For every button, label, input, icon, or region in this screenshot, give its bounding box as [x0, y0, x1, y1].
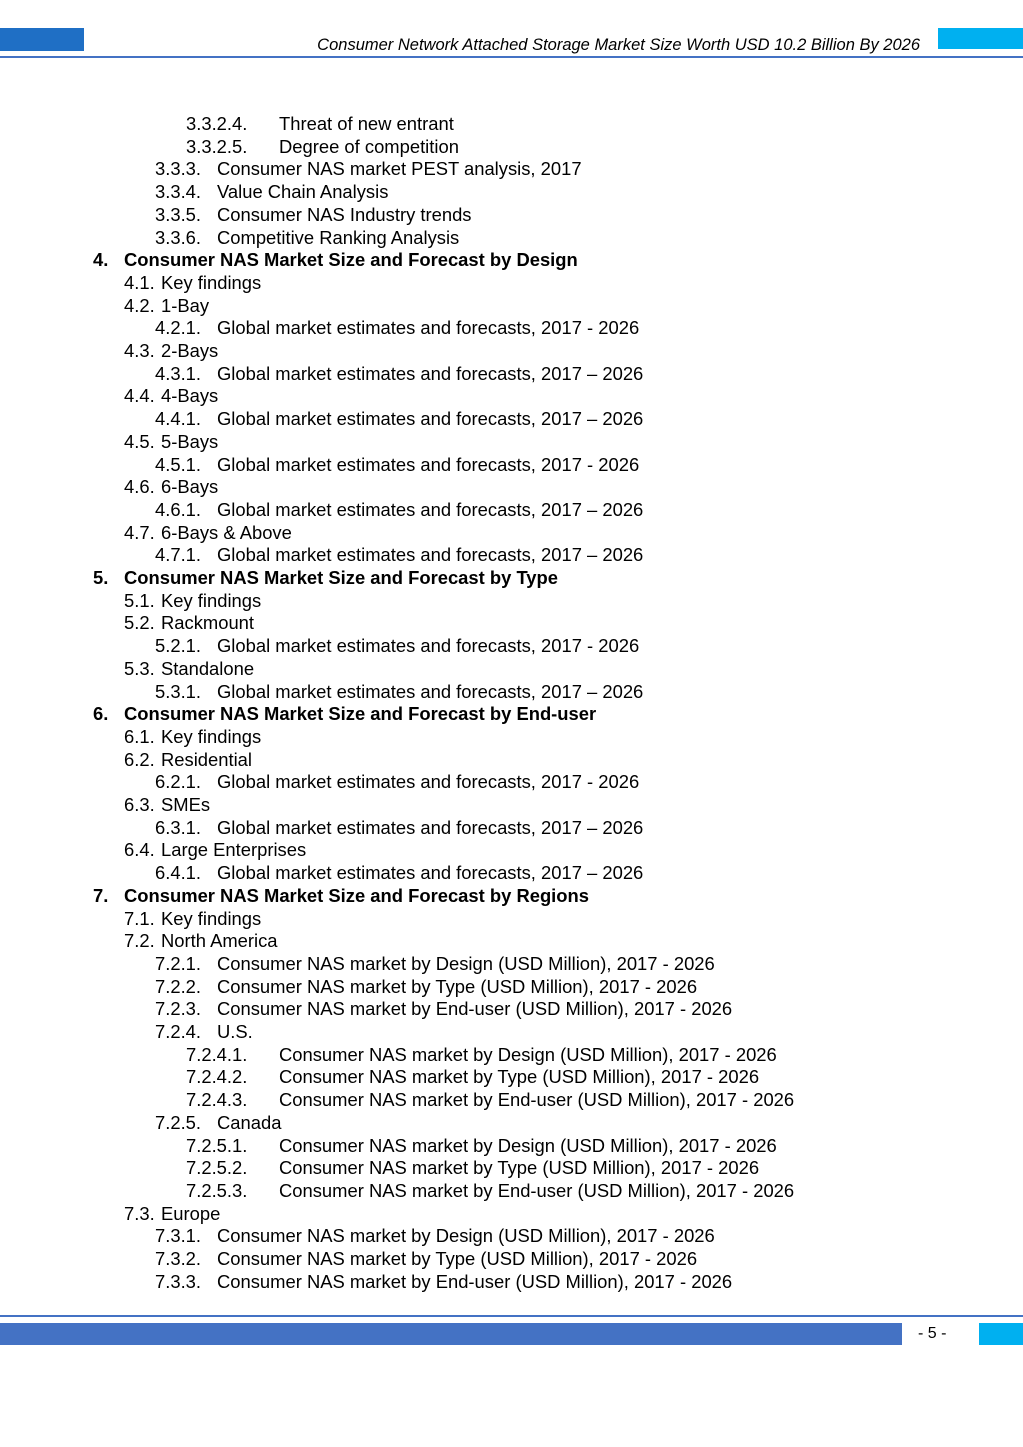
toc-entry-title: Consumer NAS market PEST analysis, 2017 [217, 158, 582, 180]
toc-entry-number: 4.5.1. [155, 453, 202, 475]
toc-entry-number: 4.7. [124, 521, 155, 543]
toc-entry-number: 4. [93, 249, 109, 271]
toc-entry-title: Consumer NAS Market Size and Forecast by End-user [124, 703, 597, 725]
toc-entry-title: Consumer NAS market by End-user (USD Million), 2017 - 2026 [217, 1270, 733, 1292]
toc-entry-title: Global market estimates and forecasts, 2017 - 2026 [217, 317, 640, 339]
toc-entry-number: 3.3.2.4. [186, 113, 248, 134]
toc-entry-title: 6-Bays & Above [161, 521, 292, 543]
toc-entry-number: 5.3. [124, 657, 155, 679]
toc-entry-number: 7. [93, 884, 109, 906]
toc-entry-title: Value Chain Analysis [217, 181, 389, 203]
toc-entry-number: 3.3.5. [155, 203, 202, 225]
toc-entry-title: Canada [217, 1111, 282, 1133]
toc-entry-title: Residential [161, 748, 252, 770]
toc-entry-number: 7.3.3. [155, 1270, 202, 1292]
toc-entry-number: 6.3.1. [155, 816, 202, 838]
toc-entry-number: 4.5. [124, 430, 155, 452]
toc-entry-title: Consumer NAS Market Size and Forecast by Regions [124, 884, 589, 906]
toc-entry-number: 3.3.3. [155, 158, 202, 180]
toc-entry-number: 4.1. [124, 271, 155, 293]
toc-entry-title: Key findings [161, 725, 262, 747]
toc-entry-title: 4-Bays [161, 385, 219, 407]
toc-entry-number: 5.2.1. [155, 635, 202, 657]
toc-entry-number: 6.4. [124, 839, 155, 861]
toc-entry-title: Europe [161, 1202, 221, 1224]
toc-entry-title: Key findings [161, 907, 262, 929]
toc-entry-title: Consumer NAS market by Design (USD Million), 2017 - 2026 [217, 1225, 715, 1247]
toc-entry-title: Global market estimates and forecasts, 2017 – 2026 [217, 816, 644, 838]
toc-entry-number: 7.2.4.1. [186, 1043, 248, 1065]
toc-entry-number: 7.2.4. [155, 1021, 202, 1042]
toc-entry-number: 7.3.1. [155, 1225, 202, 1247]
toc-entry-title: Global market estimates and forecasts, 2017 - 2026 [217, 453, 640, 475]
toc-entry-title: Global market estimates and forecasts, 2017 – 2026 [217, 408, 644, 430]
toc-entry-number: 4.2. [124, 294, 155, 316]
toc-entry-number: 4.3.1. [155, 362, 202, 384]
toc-entry-number: 7.2.2. [155, 975, 202, 997]
toc-entry-title: Rackmount [161, 612, 255, 634]
toc-entry-number: 5.3.1. [155, 680, 202, 702]
toc-entry-number: 3.3.6. [155, 226, 202, 248]
toc-entry-title: Global market estimates and forecasts, 2017 – 2026 [217, 498, 644, 520]
header-accent-right [938, 28, 1023, 49]
toc-entry-title: U.S. [217, 1021, 253, 1042]
document-header-title: Consumer Network Attached Storage Market Size Worth USD 10.2 Billion By 2026 [317, 36, 920, 54]
toc-entry-number: 5. [93, 567, 109, 588]
toc-entry-title: Competitive Ranking Analysis [217, 226, 460, 248]
toc-entry-title: Consumer NAS market by Type (USD Million), 2017 - 2026 [279, 1066, 760, 1088]
toc-entry-number: 7.2.5. [155, 1111, 202, 1133]
toc-entry-number: 5.2. [124, 612, 155, 634]
toc-entry-title: Consumer NAS market by End-user (USD Million), 2017 - 2026 [217, 998, 733, 1020]
toc-entry-title: Consumer NAS market by Type (USD Million), 2017 - 2026 [279, 1157, 760, 1179]
toc-entry-number: 6.1. [124, 725, 155, 747]
toc-entry-title: North America [161, 930, 278, 952]
toc-entry-number: 7.2.3. [155, 998, 202, 1020]
toc-entry-title: Global market estimates and forecasts, 2017 – 2026 [217, 362, 644, 384]
footer-bar [0, 1323, 902, 1345]
toc-entry-number: 6.2.1. [155, 771, 202, 793]
toc-entry-number: 6.3. [124, 794, 155, 815]
toc-entry-number: 7.2.5.3. [186, 1179, 248, 1201]
toc-entry-number: 3.3.2.5. [186, 135, 248, 157]
toc-entry-number: 4.7.1. [155, 544, 202, 566]
toc-entry-number: 4.6. [124, 476, 155, 498]
toc-entry-title: Global market estimates and forecasts, 2017 – 2026 [217, 544, 644, 566]
toc-entry-title: Consumer NAS Market Size and Forecast by Design [124, 249, 578, 271]
toc-entry-title: Consumer NAS market by Type (USD Million), 2017 - 2026 [217, 975, 698, 997]
toc-entry-number: 4.4. [124, 385, 155, 407]
toc-entry-title: 2-Bays [161, 340, 219, 361]
toc-entry-number: 6.2. [124, 748, 155, 770]
footer-accent-right [979, 1323, 1023, 1345]
toc-entry-number: 4.2.1. [155, 317, 202, 339]
header-accent-left [0, 28, 84, 51]
toc-entry-title: Key findings [161, 589, 262, 611]
toc-entry-title: Consumer NAS Market Size and Forecast by Type [124, 567, 559, 588]
toc-entry-title: 6-Bays [161, 476, 219, 498]
toc-entry-title: Standalone [161, 657, 255, 679]
toc-entry-title: 1-Bay [161, 294, 210, 316]
toc-entry-number: 7.1. [124, 907, 155, 929]
toc-entry-number: 7.2.4.2. [186, 1066, 248, 1088]
toc-entry-title: Threat of new entrant [279, 113, 454, 134]
page-number: - 5 - [918, 1325, 947, 1342]
toc-entry-number: 7.2.5.2. [186, 1157, 248, 1179]
toc-entry-number: 7.3. [124, 1202, 155, 1224]
toc-entry-title: Consumer NAS market by Type (USD Million), 2017 - 2026 [217, 1248, 698, 1269]
toc-entry-number: 5.1. [124, 589, 155, 611]
toc-entry-number: 3.3.4. [155, 181, 202, 203]
toc-entry-title: Global market estimates and forecasts, 2017 – 2026 [217, 862, 644, 884]
toc-entry-number: 7.2. [124, 930, 155, 952]
toc-entry-title: Global market estimates and forecasts, 2017 - 2026 [217, 635, 640, 657]
toc-entry-title: Consumer NAS market by Design (USD Million), 2017 - 2026 [279, 1043, 777, 1065]
toc-entry-title: Degree of competition [279, 135, 459, 157]
toc-entry-number: 7.3.2. [155, 1248, 202, 1269]
toc-entry-number: 6.4.1. [155, 862, 202, 884]
toc-entry-number: 7.2.1. [155, 952, 202, 974]
toc-entry-number: 4.3. [124, 340, 155, 361]
toc-entry-title: Consumer NAS market by End-user (USD Million), 2017 - 2026 [279, 1089, 795, 1111]
toc-entry-title: 5-Bays [161, 430, 219, 452]
toc-entry-title: Consumer NAS market by Design (USD Million), 2017 - 2026 [217, 952, 715, 974]
toc-entry-title: Global market estimates and forecasts, 2017 - 2026 [217, 771, 640, 793]
header-rule [0, 56, 1023, 58]
toc-entry-title: Consumer NAS market by End-user (USD Million), 2017 - 2026 [279, 1179, 795, 1201]
toc-entry-number: 4.6.1. [155, 498, 202, 520]
toc-entry-title: Consumer NAS market by Design (USD Million), 2017 - 2026 [279, 1134, 777, 1156]
toc-entry-title: Global market estimates and forecasts, 2017 – 2026 [217, 680, 644, 702]
toc-entry-number: 6. [93, 703, 109, 725]
toc-entry-number: 7.2.4.3. [186, 1089, 248, 1111]
toc-entry-number: 7.2.5.1. [186, 1134, 248, 1156]
toc-entry-title: SMEs [161, 794, 211, 815]
toc-entry-number: 4.4.1. [155, 408, 202, 430]
toc-entry-title: Consumer NAS Industry trends [217, 203, 472, 225]
footer-rule [0, 1315, 1023, 1317]
toc-entry-title: Large Enterprises [161, 839, 307, 861]
toc-entry-title: Key findings [161, 271, 262, 293]
